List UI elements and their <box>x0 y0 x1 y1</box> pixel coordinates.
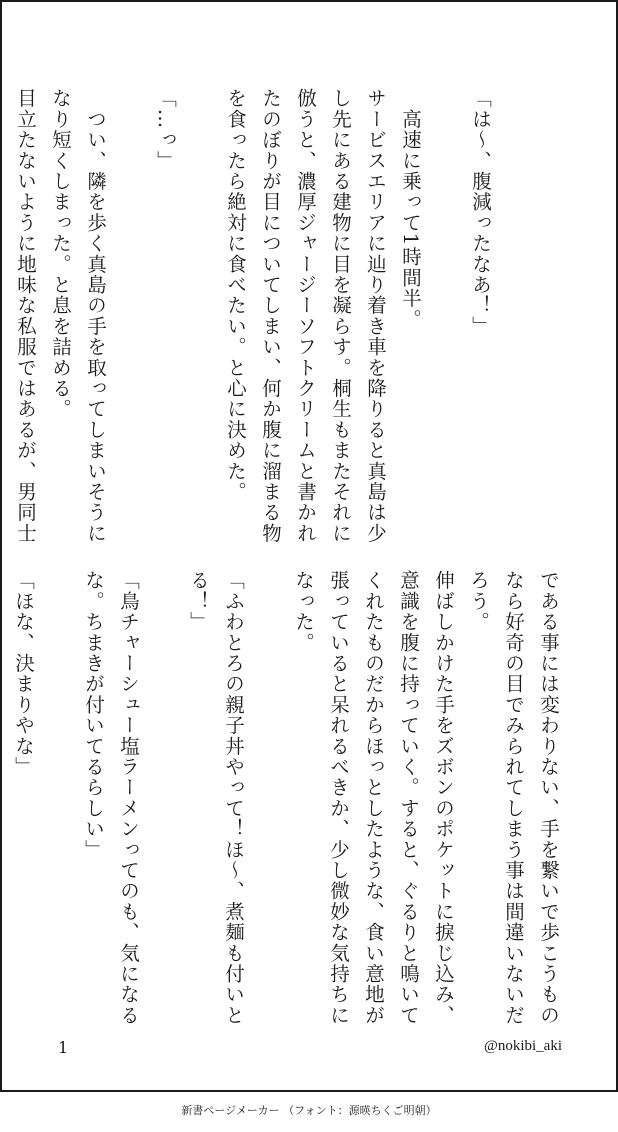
text-block-top <box>8 88 498 544</box>
text-line <box>113 88 148 524</box>
text-line: なり短くしまった。と息を詰める。 <box>49 88 72 420</box>
text-line <box>428 88 463 524</box>
text-line: 「は〜、腹減ったなあ！」 <box>469 88 492 337</box>
text-line: なら好奇の目でみられてしまう事は間違いないだ <box>502 570 525 1026</box>
text-line: 意識を腹に持っていく。すると、ぐるりと鳴いて <box>397 570 420 1026</box>
text-line <box>146 570 181 1022</box>
text-line <box>41 570 76 1022</box>
text-line: 「鳥チャーシュー塩ラーメンってのも、気になる <box>117 570 140 1026</box>
text-line: サービスエリアに辿り着き車を降りると真島は少 <box>364 88 387 544</box>
text-line: なった。 <box>292 570 315 653</box>
text-line: くれたものだからほっとしたような、食い意地が <box>362 570 385 1026</box>
text-line: つい、隣を歩く真島の手を取ってしまいそうに <box>84 88 107 544</box>
text-line: たのぼりが目についてしまい、何か腹に溜まる物 <box>259 88 282 544</box>
text-line: し先にある建物に目を凝らす。桐生もまたそれに <box>329 88 352 544</box>
text-line: 「…っ」 <box>154 88 177 171</box>
text-line: 「ほな、決まりやな」 <box>12 570 35 777</box>
text-line: る！」 <box>187 570 210 633</box>
text-line <box>251 570 286 1022</box>
text-line: 伸ばしかけた手をズボンのポケットに捩じ込み、 <box>432 570 455 1026</box>
text-line: 張っていると呆れるべきか、少し微妙な気持ちに <box>327 570 350 1026</box>
text-line: ろう。 <box>467 570 490 633</box>
text-line: 「ふわとろの親子丼やって！ほ〜、煮麺も付いと <box>222 570 245 1026</box>
text-line: な。ちまきが付いてるらしい」 <box>82 570 105 860</box>
text-line: 目立たないように地味な私服ではあるが、男同士 <box>14 88 37 544</box>
author-handle: @nokibi_aki <box>484 1038 562 1054</box>
text-line: である事には変わりない、手を繋いで歩こうもの <box>537 570 560 1026</box>
text-line <box>183 88 218 524</box>
footer-credit: 新書ページメーカー （フォント：源暎ちくご明朝） <box>181 1104 437 1117</box>
text-line: を食ったら絶対に食べたい。と心に決めた。 <box>224 88 247 502</box>
text-line: 倣うと、濃厚ジャージーソフトクリームと書かれ <box>294 88 317 544</box>
text-line: 高速に乗って1時間半。 <box>399 88 422 330</box>
page-number: 1 <box>58 1038 69 1057</box>
text-block-bottom <box>6 570 566 1026</box>
